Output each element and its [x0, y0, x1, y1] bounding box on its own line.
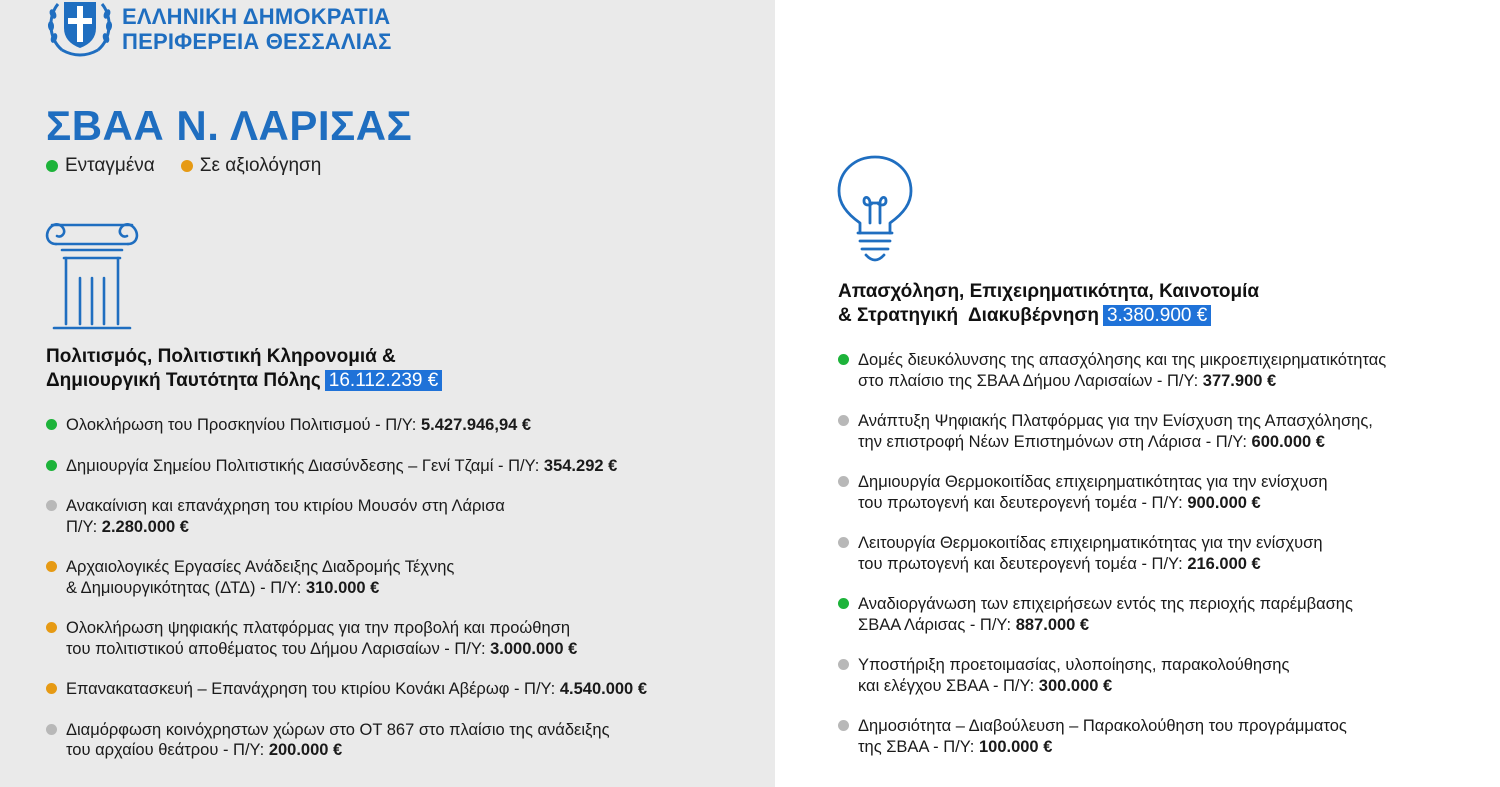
header-line2: ΠΕΡΙΦΕΡΕΙΑ ΘΕΣΣΑΛΙΑΣ	[122, 29, 392, 54]
project-item	[838, 350, 1488, 391]
project-amount: 216.000 €	[1187, 554, 1261, 573]
page-title: ΣΒΑΑ Ν. ΛΑΡΙΣΑΣ	[46, 102, 413, 149]
project-item	[838, 594, 1488, 635]
integrated-status-dot-icon	[838, 354, 849, 365]
pending-status-dot-icon	[838, 720, 849, 731]
project-item	[838, 411, 1488, 452]
project-item	[46, 456, 766, 477]
project-text: Αρχαιολογικές Εργασίες Ανάδειξης Διαδρομής Τέχνης & Δημιουργικότητας (ΔΤΔ) - Π/Υ:	[66, 558, 455, 597]
project-text: Λειτουργία Θερμοκοιτίδας επιχειρηματικότητας για την ενίσχυση του πρωτογενή και δευτερογενή τομέα - Π/Υ:	[858, 534, 1323, 573]
project-amount: 300.000 €	[1038, 676, 1113, 695]
project-amount: 200.000 €	[268, 741, 343, 759]
pending-status-dot-icon	[46, 724, 57, 735]
integrated-status-dot-icon	[46, 419, 57, 430]
left-project-list	[46, 415, 766, 781]
right-heading-line2: & Στρατηγική Διακυβέρνηση	[838, 305, 1099, 326]
left-section-heading	[46, 345, 442, 393]
project-amount: 3.000.000 €	[490, 639, 578, 658]
project-text: Επανακατασκευή – Επανάχρηση του κτιρίου Κονάκι Αβέρωφ - Π/Υ:	[66, 680, 560, 698]
project-amount: 900.000 €	[1187, 493, 1261, 512]
project-amount: 4.540.000 €	[559, 680, 647, 698]
header	[44, 0, 392, 58]
orange-dot-icon	[181, 160, 193, 172]
project-text: Ανάπτυξη Ψηφιακής Πλατφόρμας για την Ενίσχυση της Απασχόλησης, την επιστροφή Νέων Επιστημόνων στη Λάρισα - Π/Υ:	[858, 412, 1373, 451]
review-status-dot-icon	[46, 622, 57, 633]
project-item	[46, 415, 766, 436]
pending-status-dot-icon	[838, 659, 849, 670]
left-heading-line2: Δημιουργική Ταυτότητα Πόλης	[46, 370, 321, 391]
pending-status-dot-icon	[838, 415, 849, 426]
project-text: Υποστήριξη προετοιμασίας, υλοποίησης, παρακολούθησης και ελέγχου ΣΒΑΑ - Π/Υ:	[858, 656, 1290, 695]
legend-integrated-label: Ενταγμένα	[65, 155, 155, 176]
green-dot-icon	[46, 160, 58, 172]
legend-review-label: Σε αξιολόγηση	[199, 155, 322, 176]
integrated-status-dot-icon	[46, 460, 57, 471]
project-amount: 2.280.000 €	[101, 517, 189, 536]
project-text: Δημιουργία Σημείου Πολιτιστικής Διασύνδεσης – Γενί Τζαμί - Π/Υ:	[66, 456, 544, 475]
project-item	[46, 720, 766, 761]
project-amount: 5.427.946,94 €	[420, 416, 532, 434]
project-text: Ολοκλήρωση ψηφιακής πλατφόρμας για την προβολή και προώθηση του πολιτιστικού αποθέματος του Δήμου Λαρισαίων - Π/Υ:	[66, 619, 571, 658]
pending-status-dot-icon	[838, 476, 849, 487]
project-amount: 600.000 €	[1251, 432, 1325, 451]
review-status-dot-icon	[46, 561, 57, 572]
project-text: Ανακαίνιση και επανάχρηση του κτιρίου Μουσόν στη Λάρισα Π/Υ:	[66, 497, 505, 536]
header-text	[122, 4, 392, 54]
integrated-status-dot-icon	[838, 598, 849, 609]
lightbulb-icon	[836, 155, 914, 267]
project-amount: 310.000 €	[305, 578, 380, 597]
project-amount: 354.292 €	[543, 456, 618, 475]
project-item	[46, 679, 766, 700]
pending-status-dot-icon	[46, 500, 57, 511]
project-item	[838, 533, 1488, 574]
project-text: Δημοσιότητα – Διαβούλευση – Παρακολούθηση του προγράμματος της ΣΒΑΑ - Π/Υ:	[858, 717, 1347, 756]
project-item	[838, 716, 1488, 757]
project-item	[46, 557, 766, 598]
legend-integrated	[46, 155, 155, 177]
project-amount: 887.000 €	[1015, 615, 1090, 634]
right-section-heading	[838, 280, 1259, 328]
right-budget-badge: 3.380.900 €	[1103, 305, 1211, 326]
right-project-list	[838, 350, 1488, 777]
right-heading-line1: Απασχόληση, Επιχειρηματικότητα, Καινοτομία	[838, 281, 1260, 302]
header-line1: ΕΛΛΗΝΙΚΗ ΔΗΜΟΚΡΑΤΙΑ	[122, 4, 391, 29]
project-item	[46, 618, 766, 659]
legend	[46, 155, 347, 177]
project-item	[46, 496, 766, 537]
project-amount: 100.000 €	[978, 737, 1053, 756]
column-icon	[42, 220, 144, 332]
left-budget-badge: 16.112.239 €	[325, 370, 443, 391]
project-item	[838, 472, 1488, 513]
project-text: Αναδιοργάνωση των επιχειρήσεων εντός της περιοχής παρέμβασης ΣΒΑΑ Λάρισας - Π/Υ:	[858, 595, 1353, 634]
greek-emblem-icon	[44, 0, 116, 58]
pending-status-dot-icon	[838, 537, 849, 548]
left-heading-line1: Πολιτισμός, Πολιτιστική Κληρονομιά &	[46, 346, 396, 367]
project-text: Δημιουργία Θερμοκοιτίδας επιχειρηματικότητας για την ενίσχυση του πρωτογενή και δευτερογενή τομέα - Π/Υ:	[858, 473, 1328, 512]
legend-review	[181, 155, 322, 177]
project-amount: 377.900 €	[1202, 371, 1277, 390]
review-status-dot-icon	[46, 683, 57, 694]
project-text: Διαμόρφωση κοινόχρηστων χώρων στο ΟΤ 867 στο πλαίσιο της ανάδειξης του αρχαίου θεάτρου - Π/Υ:	[66, 720, 610, 759]
project-text: Δομές διευκόλυνσης της απασχόλησης και της μικροεπιχειρηματικότητας στο πλαίσιο της ΣΒΑΑ Δήμου Λαρισαίων - Π/Υ:	[858, 351, 1387, 390]
project-text: Ολοκλήρωση του Προσκηνίου Πολιτισμού - Π/Υ:	[66, 416, 421, 434]
project-item	[838, 655, 1488, 696]
